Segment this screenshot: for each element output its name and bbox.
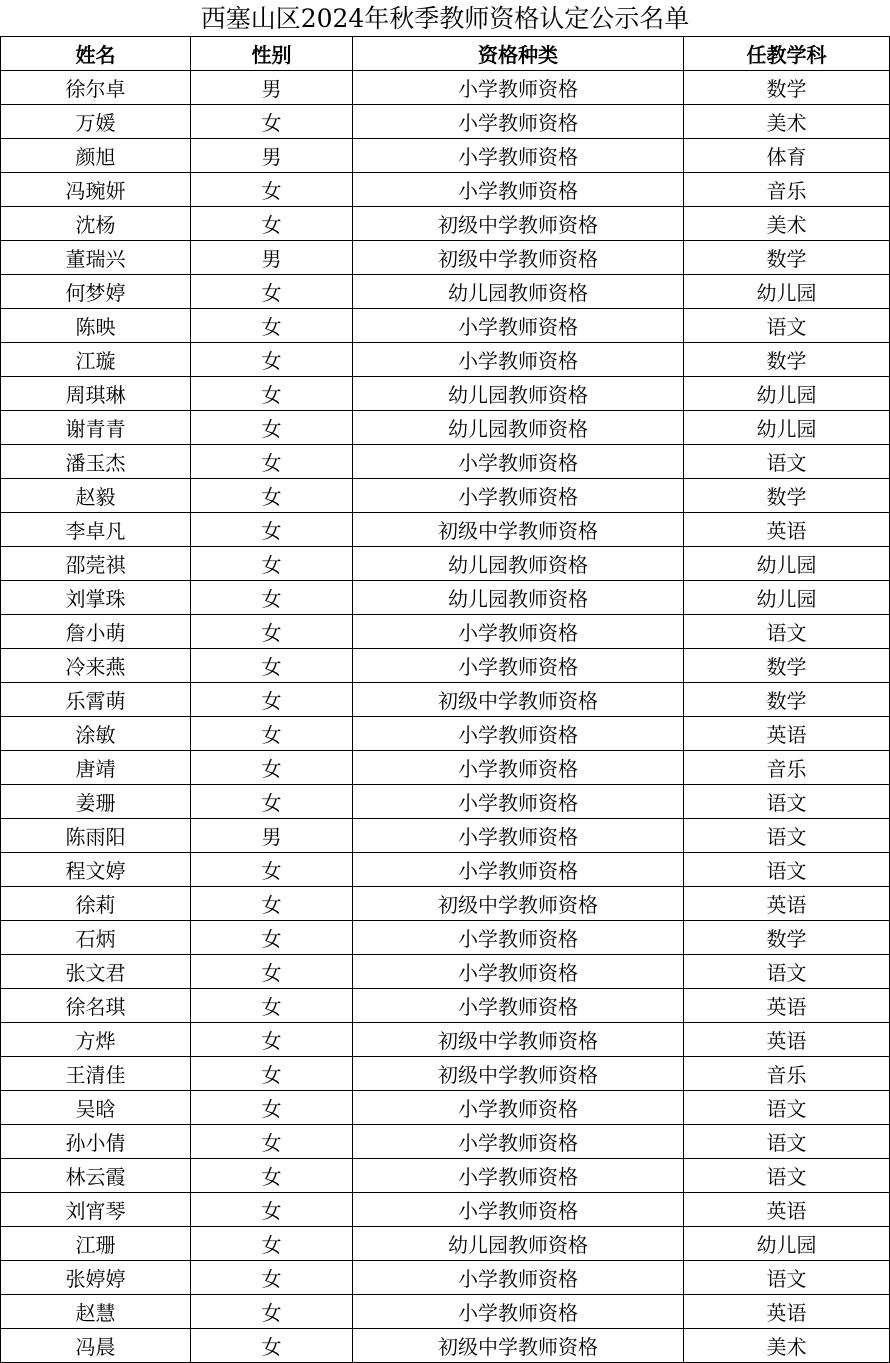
cell-subject: 美术: [684, 1329, 890, 1363]
cell-subject: 语文: [684, 615, 890, 649]
cell-qualification-type: 小学教师资格: [353, 989, 684, 1023]
cell-name: 周琪琳: [1, 377, 191, 411]
cell-gender: 女: [191, 1295, 353, 1329]
cell-name: 吴晗: [1, 1091, 191, 1125]
cell-qualification-type: 小学教师资格: [353, 479, 684, 513]
cell-name: 刘掌珠: [1, 581, 191, 615]
cell-gender: 女: [191, 207, 353, 241]
table-row: [1, 411, 890, 445]
cell-qualification-type: 初级中学教师资格: [353, 241, 684, 275]
table-row: [1, 139, 890, 173]
cell-gender: 女: [191, 853, 353, 887]
cell-subject: 幼儿园: [684, 377, 890, 411]
cell-gender: 男: [191, 139, 353, 173]
document-title: 西塞山区2024年秋季教师资格认定公示名单: [200, 4, 690, 33]
cell-subject: 美术: [684, 105, 890, 139]
cell-name: 孙小倩: [1, 1125, 191, 1159]
cell-gender: 女: [191, 683, 353, 717]
table-row: [1, 989, 890, 1023]
cell-gender: 女: [191, 1159, 353, 1193]
cell-gender: 女: [191, 547, 353, 581]
cell-gender: 女: [191, 275, 353, 309]
cell-gender: 男: [191, 71, 353, 105]
cell-subject: 幼儿园: [684, 1227, 890, 1261]
cell-name: 徐莉: [1, 887, 191, 921]
cell-name: 潘玉杰: [1, 445, 191, 479]
table-row: [1, 207, 890, 241]
cell-gender: 女: [191, 581, 353, 615]
table-row: [1, 683, 890, 717]
cell-qualification-type: 小学教师资格: [353, 1125, 684, 1159]
cell-subject: 数学: [684, 71, 890, 105]
cell-gender: 女: [191, 1125, 353, 1159]
cell-qualification-type: 小学教师资格: [353, 785, 684, 819]
cell-gender: 女: [191, 1329, 353, 1363]
cell-qualification-type: 小学教师资格: [353, 853, 684, 887]
teacher-roster-table: [0, 36, 890, 1363]
cell-gender: 男: [191, 819, 353, 853]
cell-gender: 女: [191, 785, 353, 819]
cell-qualification-type: 幼儿园教师资格: [353, 547, 684, 581]
cell-subject: 幼儿园: [684, 581, 890, 615]
cell-name: 董瑞兴: [1, 241, 191, 275]
roster-body: [1, 71, 890, 1363]
table-row: [1, 1329, 890, 1363]
cell-gender: 女: [191, 1227, 353, 1261]
cell-subject: 英语: [684, 989, 890, 1023]
table-row: [1, 955, 890, 989]
cell-subject: 英语: [684, 887, 890, 921]
cell-gender: 女: [191, 989, 353, 1023]
cell-subject: 音乐: [684, 1057, 890, 1091]
cell-name: 李卓凡: [1, 513, 191, 547]
table-row: [1, 445, 890, 479]
cell-gender: 女: [191, 649, 353, 683]
cell-qualification-type: 初级中学教师资格: [353, 887, 684, 921]
cell-subject: 幼儿园: [684, 411, 890, 445]
table-row: [1, 785, 890, 819]
cell-qualification-type: 小学教师资格: [353, 955, 684, 989]
cell-gender: 女: [191, 309, 353, 343]
cell-qualification-type: 小学教师资格: [353, 343, 684, 377]
table-row: [1, 615, 890, 649]
cell-gender: 女: [191, 445, 353, 479]
table-row: [1, 1125, 890, 1159]
cell-gender: 女: [191, 1023, 353, 1057]
cell-subject: 音乐: [684, 173, 890, 207]
cell-subject: 英语: [684, 1023, 890, 1057]
table-row: [1, 1023, 890, 1057]
table-row: [1, 105, 890, 139]
cell-name: 徐名琪: [1, 989, 191, 1023]
cell-name: 沈杨: [1, 207, 191, 241]
cell-gender: 女: [191, 887, 353, 921]
cell-name: 程文婷: [1, 853, 191, 887]
cell-subject: 体育: [684, 139, 890, 173]
table-row: [1, 1261, 890, 1295]
cell-qualification-type: 小学教师资格: [353, 445, 684, 479]
cell-subject: 英语: [684, 717, 890, 751]
cell-name: 谢青青: [1, 411, 191, 445]
cell-subject: 语文: [684, 1261, 890, 1295]
column-header-gender: 性别: [191, 37, 353, 71]
cell-name: 詹小萌: [1, 615, 191, 649]
table-row: [1, 1295, 890, 1329]
table-row: [1, 275, 890, 309]
table-row: [1, 1227, 890, 1261]
cell-qualification-type: 小学教师资格: [353, 71, 684, 105]
cell-name: 乐霄萌: [1, 683, 191, 717]
cell-qualification-type: 初级中学教师资格: [353, 1057, 684, 1091]
cell-name: 姜珊: [1, 785, 191, 819]
table-row: [1, 717, 890, 751]
column-header-name: 姓名: [1, 37, 191, 71]
cell-name: 邵莞祺: [1, 547, 191, 581]
cell-name: 石炳: [1, 921, 191, 955]
table-row: [1, 1091, 890, 1125]
table-row: [1, 751, 890, 785]
cell-qualification-type: 小学教师资格: [353, 105, 684, 139]
cell-gender: 女: [191, 1091, 353, 1125]
cell-name: 张婷婷: [1, 1261, 191, 1295]
cell-subject: 英语: [684, 1193, 890, 1227]
cell-name: 王清佳: [1, 1057, 191, 1091]
cell-gender: 女: [191, 1193, 353, 1227]
cell-name: 唐靖: [1, 751, 191, 785]
cell-subject: 数学: [684, 343, 890, 377]
cell-qualification-type: 小学教师资格: [353, 1295, 684, 1329]
table-row: [1, 887, 890, 921]
cell-subject: 数学: [684, 683, 890, 717]
cell-qualification-type: 幼儿园教师资格: [353, 275, 684, 309]
cell-name: 林云霞: [1, 1159, 191, 1193]
cell-name: 冯晨: [1, 1329, 191, 1363]
cell-subject: 幼儿园: [684, 275, 890, 309]
cell-gender: 女: [191, 717, 353, 751]
cell-qualification-type: 初级中学教师资格: [353, 683, 684, 717]
cell-name: 涂敏: [1, 717, 191, 751]
cell-gender: 女: [191, 173, 353, 207]
cell-name: 江璇: [1, 343, 191, 377]
cell-gender: 女: [191, 479, 353, 513]
cell-name: 万媛: [1, 105, 191, 139]
cell-subject: 语文: [684, 1159, 890, 1193]
cell-subject: 英语: [684, 513, 890, 547]
cell-subject: 语文: [684, 309, 890, 343]
table-row: [1, 853, 890, 887]
cell-subject: 美术: [684, 207, 890, 241]
cell-gender: 女: [191, 921, 353, 955]
cell-gender: 女: [191, 411, 353, 445]
table-row: [1, 1159, 890, 1193]
cell-qualification-type: 幼儿园教师资格: [353, 377, 684, 411]
cell-subject: 数学: [684, 241, 890, 275]
cell-name: 赵慧: [1, 1295, 191, 1329]
cell-subject: 语文: [684, 1091, 890, 1125]
cell-qualification-type: 小学教师资格: [353, 1159, 684, 1193]
table-row: [1, 377, 890, 411]
table-row: [1, 547, 890, 581]
cell-name: 方烨: [1, 1023, 191, 1057]
table-row: [1, 581, 890, 615]
cell-qualification-type: 幼儿园教师资格: [353, 1227, 684, 1261]
table-row: [1, 921, 890, 955]
cell-qualification-type: 小学教师资格: [353, 309, 684, 343]
cell-gender: 女: [191, 955, 353, 989]
cell-qualification-type: 小学教师资格: [353, 921, 684, 955]
table-row: [1, 241, 890, 275]
table-row: [1, 649, 890, 683]
cell-qualification-type: 幼儿园教师资格: [353, 581, 684, 615]
cell-subject: 语文: [684, 785, 890, 819]
cell-name: 江珊: [1, 1227, 191, 1261]
cell-name: 冯琬妍: [1, 173, 191, 207]
cell-subject: 语文: [684, 1125, 890, 1159]
column-header-subject: 任教学科: [684, 37, 890, 71]
cell-subject: 数学: [684, 479, 890, 513]
cell-gender: 女: [191, 377, 353, 411]
table-row: [1, 343, 890, 377]
table-row: [1, 71, 890, 105]
cell-name: 张文君: [1, 955, 191, 989]
cell-subject: 语文: [684, 819, 890, 853]
cell-name: 徐尔卓: [1, 71, 191, 105]
cell-qualification-type: 初级中学教师资格: [353, 207, 684, 241]
cell-qualification-type: 小学教师资格: [353, 615, 684, 649]
table-row: [1, 1057, 890, 1091]
cell-name: 何梦婷: [1, 275, 191, 309]
cell-gender: 女: [191, 105, 353, 139]
cell-qualification-type: 幼儿园教师资格: [353, 411, 684, 445]
cell-gender: 女: [191, 751, 353, 785]
table-row: [1, 309, 890, 343]
cell-qualification-type: 小学教师资格: [353, 751, 684, 785]
cell-gender: 女: [191, 343, 353, 377]
cell-qualification-type: 小学教师资格: [353, 1193, 684, 1227]
cell-gender: 男: [191, 241, 353, 275]
cell-subject: 数学: [684, 921, 890, 955]
cell-qualification-type: 小学教师资格: [353, 717, 684, 751]
column-header-qualification-type: 资格种类: [353, 37, 684, 71]
table-row: [1, 819, 890, 853]
cell-qualification-type: 小学教师资格: [353, 1261, 684, 1295]
cell-subject: 英语: [684, 1295, 890, 1329]
cell-subject: 数学: [684, 649, 890, 683]
cell-gender: 女: [191, 513, 353, 547]
cell-name: 陈雨阳: [1, 819, 191, 853]
cell-qualification-type: 小学教师资格: [353, 139, 684, 173]
cell-subject: 音乐: [684, 751, 890, 785]
table-row: [1, 173, 890, 207]
cell-qualification-type: 初级中学教师资格: [353, 1329, 684, 1363]
cell-subject: 语文: [684, 445, 890, 479]
header-row: [1, 37, 890, 71]
cell-qualification-type: 初级中学教师资格: [353, 513, 684, 547]
cell-qualification-type: 小学教师资格: [353, 819, 684, 853]
cell-qualification-type: 小学教师资格: [353, 1091, 684, 1125]
cell-subject: 语文: [684, 955, 890, 989]
table-row: [1, 513, 890, 547]
cell-gender: 女: [191, 615, 353, 649]
cell-subject: 幼儿园: [684, 547, 890, 581]
cell-qualification-type: 初级中学教师资格: [353, 1023, 684, 1057]
cell-name: 冷来燕: [1, 649, 191, 683]
table-row: [1, 1193, 890, 1227]
cell-name: 赵毅: [1, 479, 191, 513]
cell-name: 颜旭: [1, 139, 191, 173]
table-row: [1, 479, 890, 513]
cell-gender: 女: [191, 1261, 353, 1295]
cell-gender: 女: [191, 1057, 353, 1091]
cell-name: 陈映: [1, 309, 191, 343]
cell-qualification-type: 小学教师资格: [353, 649, 684, 683]
cell-name: 刘宵琴: [1, 1193, 191, 1227]
cell-qualification-type: 小学教师资格: [353, 173, 684, 207]
cell-subject: 语文: [684, 853, 890, 887]
